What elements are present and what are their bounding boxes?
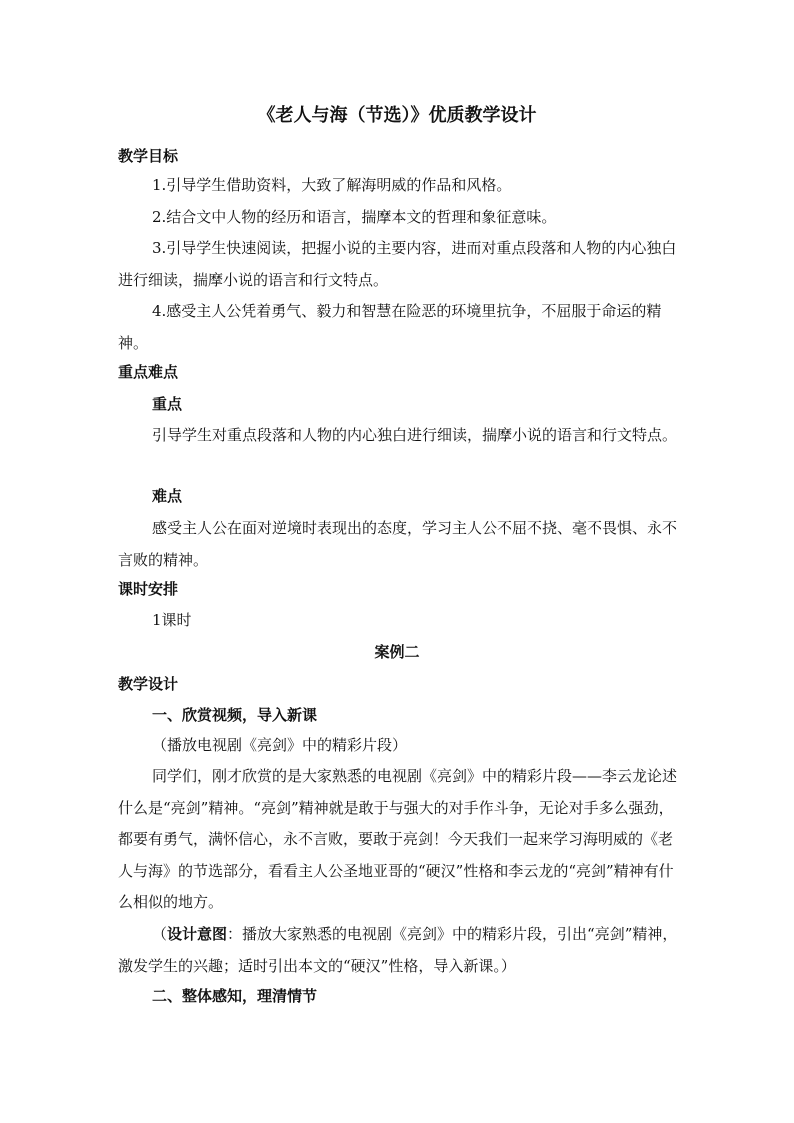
intent-text: ：播放大家熟悉的电视剧《亮剑》中的精彩片段，引出“亮剑”精神，激发学生的兴趣；适时引出本文的“硬汉”性格，导入新课。） xyxy=(118,925,678,975)
goal-item-3: 3.引导学生快速阅读，把握小说的主要内容，进而对重点段落和人物的内心独白进行细读，揣摩小说的语言和行文特点。 xyxy=(118,239,677,289)
key-text: 引导学生对重点段落和人物的内心独白进行细读，揣摩小说的语言和行文特点。 xyxy=(152,426,678,444)
key-sub-heading: 重点 xyxy=(152,395,183,413)
goal-item-4: 4.感受主人公凭着勇气、毅力和智慧在险恶的环境里抗争，不屈服于命运的精神。 xyxy=(118,302,662,352)
step2-heading: 二、整体感知，理清情节 xyxy=(152,987,318,1005)
goal-item-1: 1.引导学生借助资料，大致了解海明威的作品和风格。 xyxy=(152,176,512,194)
goals-heading: 教学目标 xyxy=(118,147,179,165)
step1-heading: 一、欣赏视频，导入新课 xyxy=(152,706,318,724)
case-heading: 案例二 xyxy=(374,643,420,661)
schedule-heading: 课时安排 xyxy=(118,580,179,598)
difficult-sub-heading: 难点 xyxy=(152,487,183,505)
goal-item-2: 2.结合文中人物的经历和语言，揣摩本文的哲理和象征意味。 xyxy=(152,208,557,226)
design-heading: 教学设计 xyxy=(118,675,179,693)
intent-label: 设计意图 xyxy=(167,925,228,943)
difficult-text: 感受主人公在面对逆境时表现出的态度，学习主人公不屈不挠、毫不畏惧、永不言败的精神。 xyxy=(118,519,678,569)
step1-text: 同学们，刚才欣赏的是大家熟悉的电视剧《亮剑》中的精彩片段——李云龙论述什么是“亮剑”精神。“亮剑”精神就是敢于与强大的对手作斗争，无论对手多么强劲，都要有勇气，满怀信心，永不言败，要敢于亮剑！今天我们一起来学习海明威的《老人与海》的节选部分，看看主人公圣地亚哥的“硬汉”性格和李云龙的“亮剑”精神有什么相似的地方。 xyxy=(118,767,678,912)
document-title: 《老人与海（节选）》优质教学设计 xyxy=(257,105,537,126)
schedule-text: 1课时 xyxy=(152,611,192,629)
design-intent xyxy=(118,919,678,982)
key-heading: 重点难点 xyxy=(118,363,179,381)
step1-note: （播放电视剧《亮剑》中的精彩片段） xyxy=(152,736,408,754)
intent-open: （ xyxy=(152,925,168,943)
